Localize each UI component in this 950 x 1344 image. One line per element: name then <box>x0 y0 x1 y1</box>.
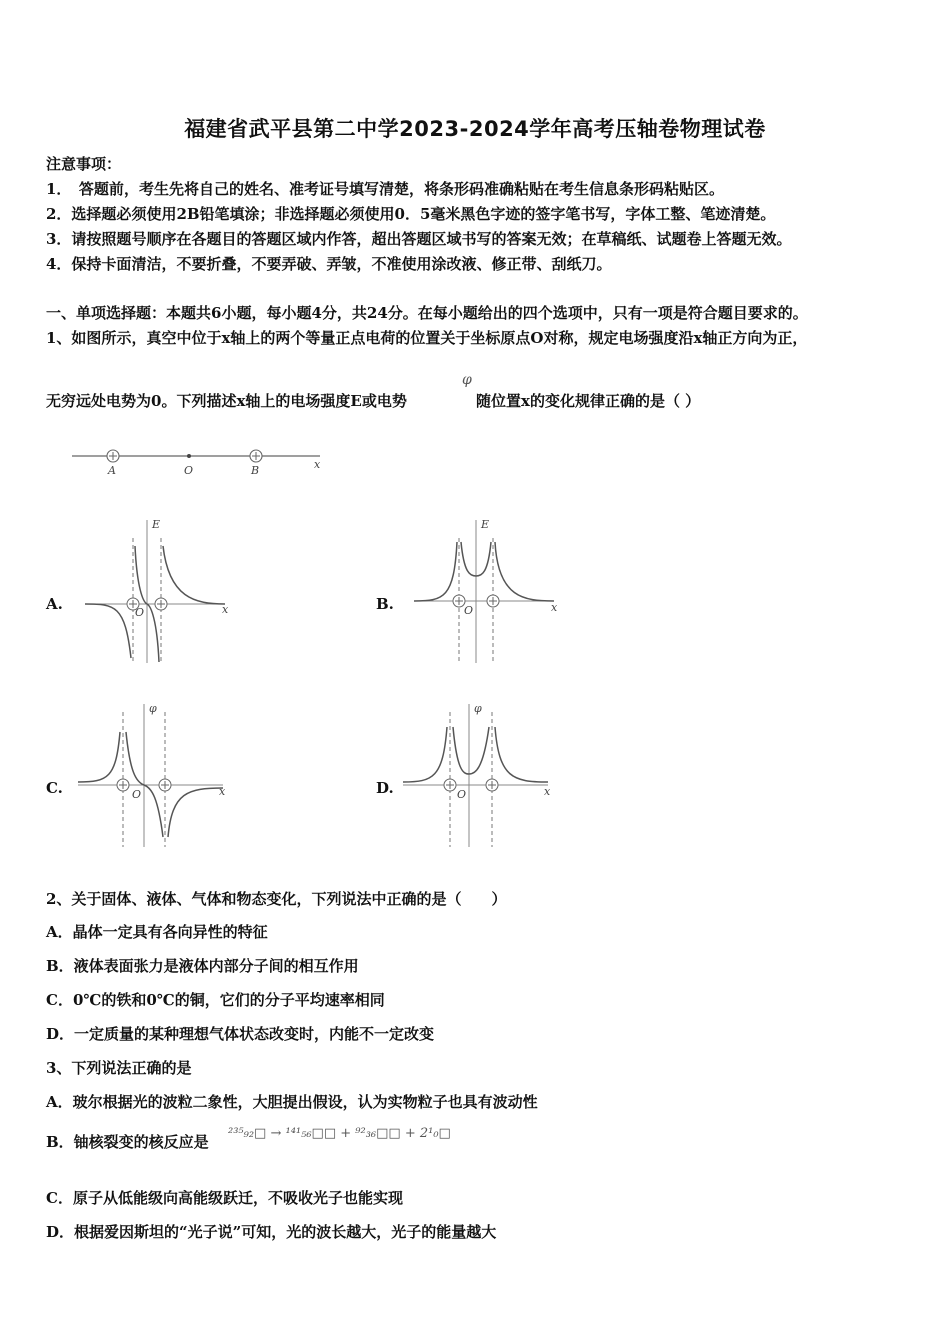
nuclear-equation: ²³⁵₉₂□ → ¹⁴¹₅₆□□ + ⁹²₃₆□□ + 2¹₀□ <box>228 1126 451 1141</box>
notice-item-3: 3．请按照题号顺序在各题目的答题区域内作答，超出答题区域书写的答案无效；在草稿纸、试题卷上答题无效。 <box>46 230 792 248</box>
q2-option-c[interactable]: C．0℃的铁和0℃的铜，它们的分子平均速率相同 <box>46 991 385 1009</box>
origin-label: O <box>132 788 142 801</box>
q1-option-a[interactable]: A. <box>46 595 63 613</box>
phi-symbol: φ <box>462 372 472 388</box>
q3-option-b[interactable]: B．铀核裂变的核反应是 <box>46 1133 209 1151</box>
q2-stem: 2、关于固体、液体、气体和物态变化，下列说法中正确的是（ ） <box>46 890 507 908</box>
q1-option-b[interactable]: B. <box>376 595 394 613</box>
q3-option-c[interactable]: C．原子从低能级向高能级跃迁，不吸收光子也能实现 <box>46 1189 403 1207</box>
label-o: O <box>184 464 194 477</box>
q1-stem-line1: 1、如图所示，真空中位于x轴上的两个等量正点电荷的位置关于坐标原点O对称，规定电场强度沿x轴正方向为正， <box>46 329 808 347</box>
x-label: x <box>219 785 226 798</box>
label-b: B <box>251 464 260 477</box>
q1-stem-line2b: 随位置x的变化规律正确的是（ ） <box>476 392 701 410</box>
origin-label: O <box>457 788 467 801</box>
axis-label: φ <box>149 702 157 715</box>
notice-item-1: 1． 答题前，考生先将自己的姓名、准考证号填写清楚，将条形码准确粘贴在考生信息条形码粘贴区。 <box>46 180 724 198</box>
section-heading: 一、单项选择题：本题共6小题，每小题4分，共24分。在每小题给出的四个选项中，只有一项是符合题目要求的。 <box>46 304 808 322</box>
label-a: A <box>108 464 116 477</box>
charge-setup-figure <box>70 445 330 480</box>
notice-heading: 注意事项： <box>46 155 122 173</box>
axis-label: E <box>481 518 490 531</box>
graph-d <box>403 702 558 852</box>
origin-label: O <box>135 606 145 619</box>
graph-a <box>85 518 235 668</box>
page-title: 福建省武平县第二中学2023-2024学年高考压轴卷物理试卷 <box>184 117 766 141</box>
graph-c <box>78 702 233 852</box>
notice-item-2: 2．选择题必须使用2B铅笔填涂；非选择题必须使用0．5毫米黑色字迹的签字笔书写，字体工整、笔迹清楚。 <box>46 205 776 223</box>
q3-option-d[interactable]: D．根据爱因斯坦的“光子说”可知，光的波长越大，光子的能量越大 <box>46 1223 497 1241</box>
q1-option-c[interactable]: C. <box>46 779 63 797</box>
axis-label: E <box>152 518 161 531</box>
graph-b <box>414 518 564 668</box>
q2-option-d[interactable]: D．一定质量的某种理想气体状态改变时，内能不一定改变 <box>46 1025 435 1043</box>
q3-option-a[interactable]: A．玻尔根据光的波粒二象性，大胆提出假设，认为实物粒子也具有波动性 <box>46 1093 538 1111</box>
q3-stem: 3、下列说法正确的是 <box>46 1059 192 1077</box>
q1-option-d[interactable]: D. <box>376 779 394 797</box>
q1-stem-line2a: 无穷远处电势为0。下列描述x轴上的电场强度E或电势 <box>46 392 407 410</box>
axis-label: φ <box>474 702 482 715</box>
notice-item-4: 4．保持卡面清洁，不要折叠，不要弄破、弄皱，不准使用涂改液、修正带、刮纸刀。 <box>46 255 612 273</box>
x-label: x <box>551 601 558 614</box>
x-label: x <box>544 785 551 798</box>
x-label: x <box>222 603 229 616</box>
q2-option-a[interactable]: A．晶体一定具有各向异性的特征 <box>46 923 268 941</box>
origin-label: O <box>464 604 474 617</box>
q2-option-b[interactable]: B．液体表面张力是液体内部分子间的相互作用 <box>46 957 359 975</box>
label-x: x <box>314 458 321 471</box>
